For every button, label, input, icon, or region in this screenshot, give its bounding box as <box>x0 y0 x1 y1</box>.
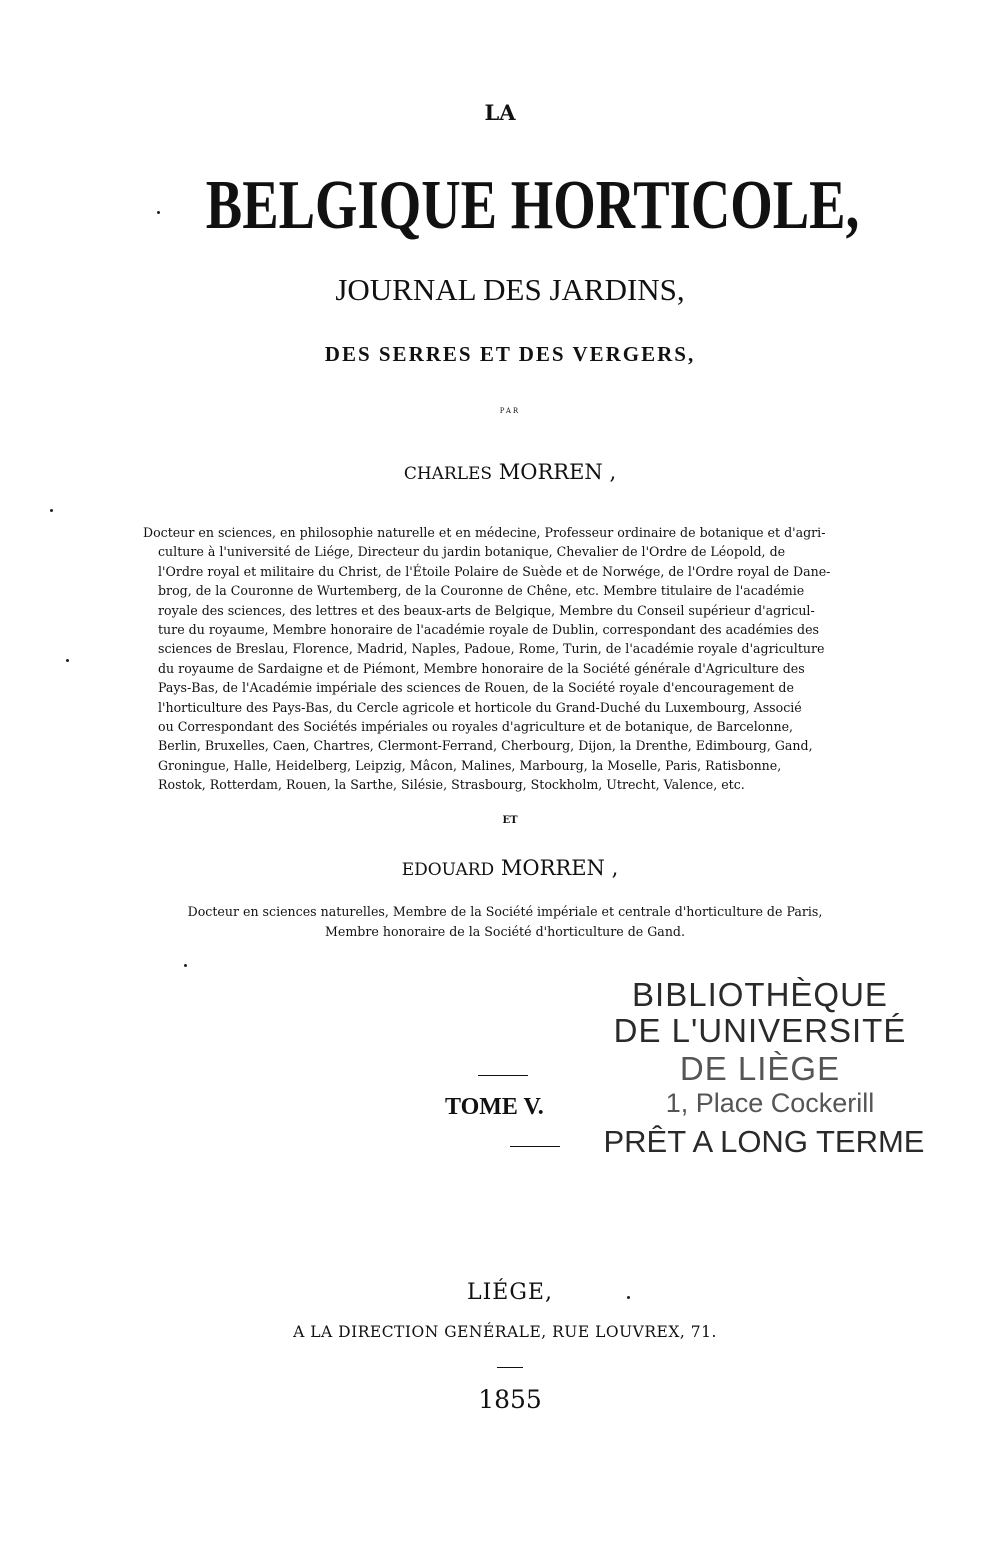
author1-bio-line: Rostok, Rotterdam, Rouen, la Sarthe, Silésie, Strasbourg, Stockholm, Utrecht, Valence, etc. <box>158 777 745 793</box>
author1-bio-line: Pays-Bas, de l'Académie impériale des sciences de Rouen, de la Société royale d'encouragement de <box>158 680 794 696</box>
stamp-line-bibliotheque: BIBLIOTHÈQUE <box>632 976 888 1013</box>
author1-bio-line: brog, de la Couronne de Wurtemberg, de la Couronne de Chêne, etc. Membre titulaire de l'académie <box>158 583 805 599</box>
imprint-city: LIÉGE, <box>467 1280 553 1305</box>
author1-bio-line: Groningue, Halle, Heidelberg, Leipzig, Mâcon, Malines, Marbourg, la Moselle, Paris, Ratisbonne, <box>158 757 782 773</box>
conjunction-et: ET <box>502 815 518 826</box>
stamp-line-liege: DE LIÈGE <box>679 1050 841 1087</box>
scan-speck <box>627 1296 630 1299</box>
author2-first-name: EDOUARD <box>401 860 495 880</box>
article-la: LA <box>484 100 516 125</box>
author1-bio-line: sciences de Breslau, Florence, Madrid, Naples, Padoue, Rome, Turin, de l'académie royale d'agriculture <box>158 641 825 657</box>
volume-rule-bottom <box>510 1146 560 1147</box>
author1-bio-line: culture à l'université de Liége, Directeur du jardin botanique, Chevalier de l'Ordre de Léopold, de <box>158 544 786 560</box>
volume-label: TOME V. <box>445 1094 544 1120</box>
imprint-publisher: A LA DIRECTION GENÉRALE, RUE LOUVREX, 71. <box>293 1323 717 1341</box>
par-label: PAR <box>499 407 521 415</box>
author2-bio-line: Docteur en sciences naturelles, Membre de la Société impériale et centrale d'horticulture de Paris, <box>187 904 823 919</box>
author2-last-name: MORREN , <box>500 856 619 880</box>
scan-speck <box>157 211 160 214</box>
author2-bio-line: Membre honoraire de la Société d'horticulture de Gand. <box>325 924 685 939</box>
imprint-year: 1855 <box>478 1385 542 1414</box>
scan-speck <box>184 964 187 967</box>
author1-bio-line: du royaume de Sardaigne et de Piémont, Membre honoraire de la Société générale d'Agriculture des <box>158 660 805 676</box>
scan-speck <box>66 659 69 662</box>
stamp-line-pret: PRÊT A LONG TERME <box>603 1124 925 1159</box>
author1-first-name: CHARLES <box>403 464 493 484</box>
author1-last-name: MORREN , <box>498 460 617 484</box>
subtitle-journal: JOURNAL DES JARDINS, <box>335 272 685 307</box>
author-charles-morren <box>0 460 1000 484</box>
author1-bio-line: ou Correspondant des Sociétés impériales ou royales d'agriculture et de botanique, de Barcelonne, <box>158 719 794 735</box>
subtitle-serres: DES SERRES ET DES VERGERS, <box>324 342 696 366</box>
author1-bio-line: Berlin, Bruxelles, Caen, Chartres, Clermont-Ferrand, Cherbourg, Dijon, la Drenthe, Edimbourg, Gand, <box>158 738 813 754</box>
author1-bio-line: ture du royaume, Membre honoraire de l'académie royale de Dublin, correspondant des académies des <box>158 622 820 638</box>
author1-bio-line: l'horticulture des Pays-Bas, du Cercle agricole et horticole du Grand-Duché du Luxembourg, Associé <box>158 699 802 715</box>
author2-biography <box>100 902 910 942</box>
scan-speck <box>50 509 53 512</box>
author1-biography <box>143 523 870 795</box>
author1-bio-line: Docteur en sciences, en philosophie naturelle et en médecine, Professeur ordinaire de botanique et d'agri- <box>143 525 826 540</box>
main-title: BELGIQUE HORTICOLE, <box>205 167 860 244</box>
stamp-line-address: 1, Place Cockerill <box>665 1088 875 1118</box>
year-rule <box>497 1367 523 1368</box>
volume-rule-top <box>478 1075 528 1076</box>
stamp-line-universite: DE L'UNIVERSITÉ <box>613 1012 907 1049</box>
author1-bio-line: royale des sciences, des lettres et des beaux-arts de Belgique, Membre du Conseil supérieur d'agricul- <box>158 602 815 618</box>
author1-bio-line: l'Ordre royal et militaire du Christ, de l'Étoile Polaire de Suède et de Norwége, de l'Ordre royal de Dane- <box>158 563 831 579</box>
author-edouard-morren <box>0 856 1000 880</box>
